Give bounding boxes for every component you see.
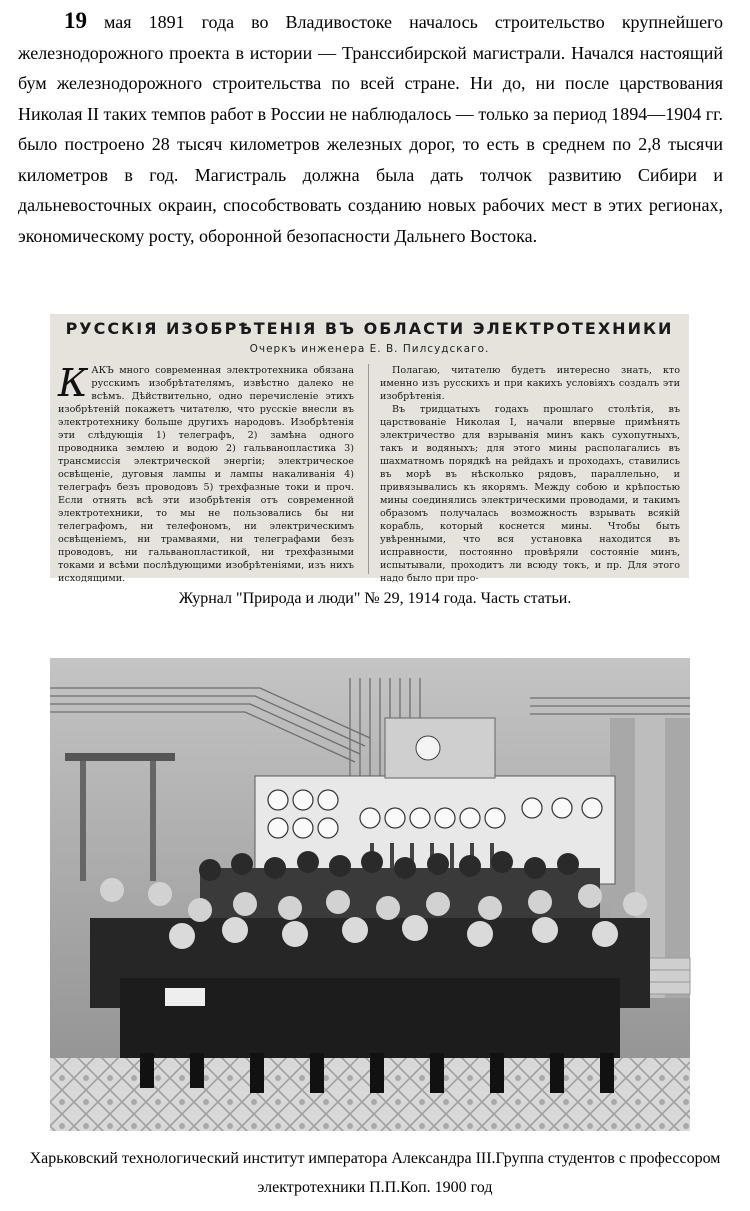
newspaper-clipping (50, 314, 689, 584)
photo-caption: Харьковский технологический институт императора Александра III.Группа студентов с профессором электротехники П.П.Коп. 1900 год (29, 1150, 721, 1196)
clipping-title: РУССКІЯ ИЗОБРѢТЕНІЯ ВЪ ОБЛАСТИ ЭЛЕКТРОТЕХНИКИ (65, 319, 674, 338)
clipping-drop-cap: К (58, 361, 88, 405)
clipping-subtitle: Очеркъ инженера Е. В. Пилсудскаго. (249, 343, 490, 355)
group-photograph (50, 658, 690, 1131)
intro-text: мая 1891 года во Владивостоке началось строительство крупнейшего железнодорожного проекта в истории — Транссибирской магистрали. Начался настоящий бум железнодорожного строительства по всей стране. Ни до, ни после царствования Николая II таких темпов работ в России не наблюдалось — только за период 1894—1904 гг. было построено 28 тысяч километров железных дорог, то есть в среднем по 2,8 тысячи километров в год. Магистраль должна была дать толчок развитию Сибири и дальневосточных окраин, способствовать созданию новых рабочих мест в этих регионах, экономическому росту, оборонной безопасности Дальнего Востока. (18, 12, 723, 246)
intro-paragraph (18, 6, 723, 251)
clipping-right-column (380, 364, 680, 585)
photograph-illustration (50, 658, 690, 1131)
clipping-left-text: АКЪ много современная электротехника обязана русскимъ изобрѣтателямъ, извѣстно далеко не всѣмъ. Дѣйствительно, одно перечисленіе этихъ изобрѣтеній покажетъ читателю, что русскіе внесли въ электротехнику больше другихъ народовъ. Изобрѣтенія эти слѣдующія 1) телеграфъ, 2) замѣна одного проводника землею и водою 2) гальванопластика 3) трансмиссія электрической энергіи; электрическое освѣщеніе, дуговыя лампы и лампы накаливанія 4) телеграфъ безъ проводовъ 5) трехфазные токи и проч. Если отнять всѣ эти изобрѣтенія отъ современной электротехники, то мы не пользовались бы ни телеграфомъ, ни телефономъ, ни электрическимъ освѣщеніемъ, ни трамваями, ни телеграфами безъ проводовъ, ни гальванопластикой, ни трехфазными токами и всѣми послѣдующими изобрѣтеніями, изъ нихъ исходящими. (58, 365, 354, 584)
clipping-right-paragraph-2: Въ тридцатыхъ годахъ прошлаго столѣтія, въ царствованіе Николая I, начали впервые примѣнять электричество для взрыванія минъ какъ сухопутныхъ, такъ и водяныхъ; для этого мины располагались въ шахматномъ порядкѣ на рейдахъ и проходахъ, ставились въ морѣ въ нѣсколько рядовъ, параллельно, и привязывались къ якорямъ. Между собою и крѣпостью мины соединялись электрическими проводами, и такимъ образомъ получалась возможность взрывать всякій корабль, который коснется мины. Чтобы быть увѣренными, что вся установка находится въ исправности, постоянно провѣряли состояніе минъ, испытывали, проходитъ ли всюду токъ, и пр. Для этого надо было при про- (380, 404, 680, 584)
clipping-left-column (58, 361, 354, 585)
clipping-caption: Журнал "Природа и люди" № 29, 1914 года. Часть статьи. (178, 590, 572, 607)
clipping-right-paragraph-1: Полагаю, читателю будетъ интересно знать, кто именно изъ русскихъ и при какихъ условіяхъ создалъ эти изобрѣтенія. (380, 365, 680, 402)
clipping-column-divider (368, 364, 369, 574)
intro-lead-number: 19 (64, 8, 87, 33)
